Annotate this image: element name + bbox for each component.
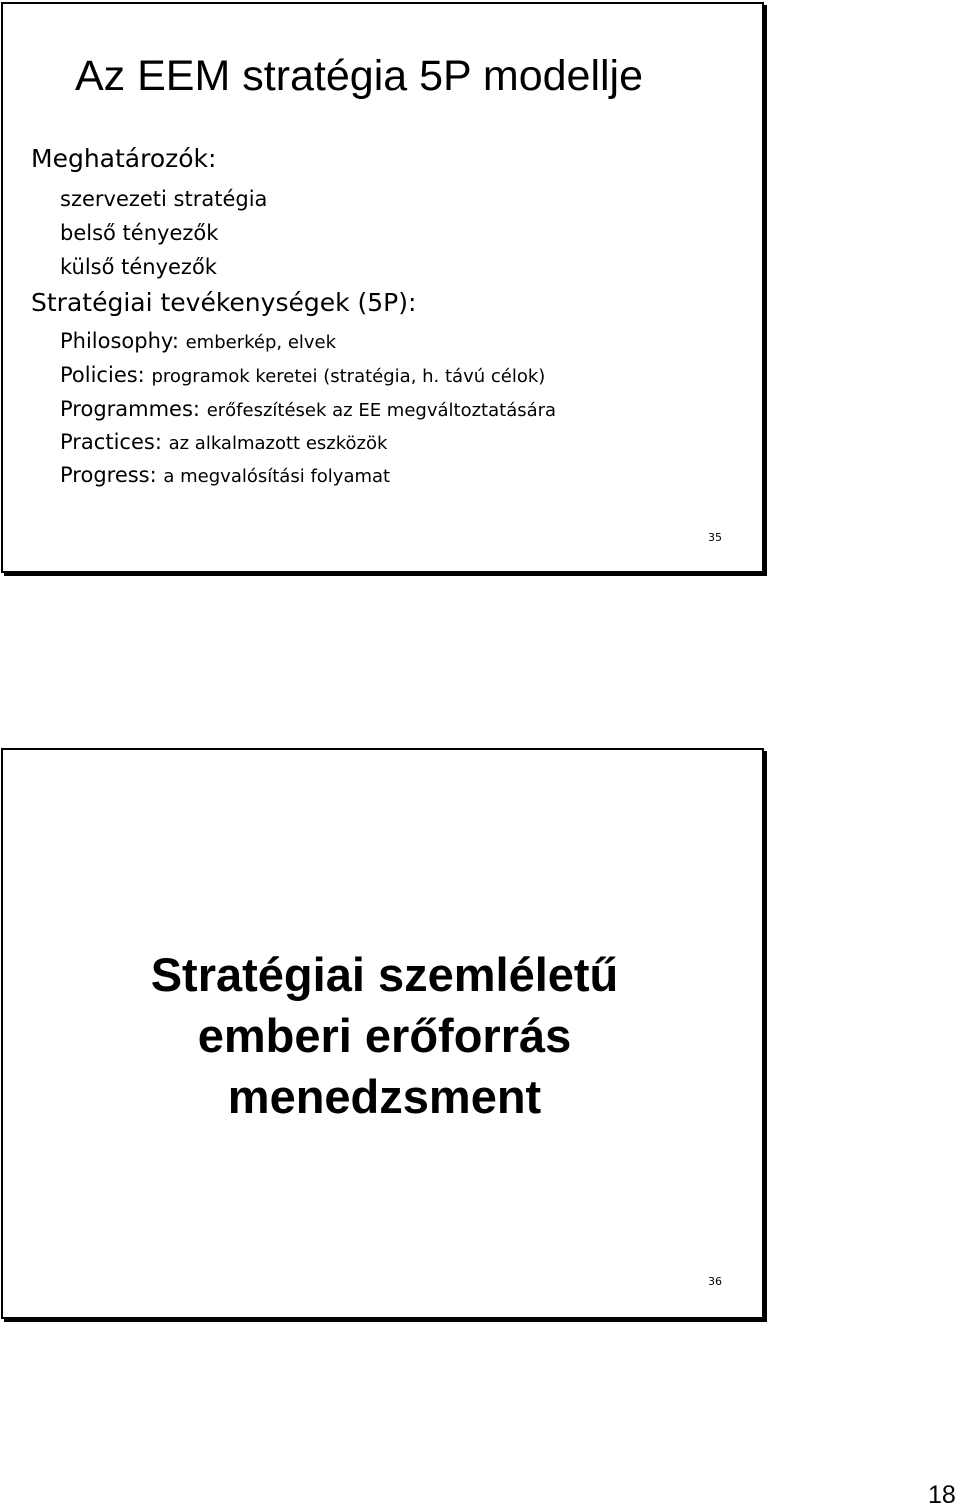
activity-item [60, 394, 556, 426]
activities-heading: Stratégiai tevékenységek (5P): [31, 288, 417, 317]
activity-desc: az alkalmazott eszközök [168, 433, 388, 454]
determinant-item: szervezeti stratégia [60, 187, 268, 211]
activity-item [60, 326, 336, 358]
slide-35 [1, 2, 764, 573]
activity-term: Practices: [60, 430, 162, 454]
activity-desc: a megvalósítási folyamat [163, 466, 391, 487]
activity-term: Progress: [60, 463, 157, 487]
determinants-heading: Meghatározók: [31, 144, 217, 173]
slide-page-number: 36 [708, 1275, 722, 1288]
slide-page-number: 35 [708, 531, 722, 544]
slide-36 [1, 748, 764, 1319]
activity-term: Policies: [60, 363, 145, 387]
document-page-number: 18 [928, 1481, 956, 1509]
section-title-line: emberi erőforrás [197, 1009, 572, 1062]
section-title-line: menedzsment [227, 1070, 542, 1123]
section-title-line: Stratégiai szemléletű [150, 948, 619, 1001]
activity-item [60, 427, 387, 459]
determinant-item: külső tényezők [60, 255, 217, 279]
activity-term: Philosophy: [60, 329, 179, 353]
activity-term: Programmes: [60, 397, 200, 421]
activity-item [60, 360, 545, 392]
activity-desc: erőfeszítések az EE megváltoztatására [206, 400, 557, 421]
activity-desc: emberkép, elvek [185, 332, 337, 353]
activity-desc: programok keretei (stratégia, h. távú célok) [151, 366, 546, 387]
activity-item [60, 460, 390, 492]
slide-title: Az EEM stratégia 5P modellje [75, 52, 644, 100]
section-title [3, 944, 766, 1127]
determinant-item: belső tényezők [60, 221, 219, 245]
